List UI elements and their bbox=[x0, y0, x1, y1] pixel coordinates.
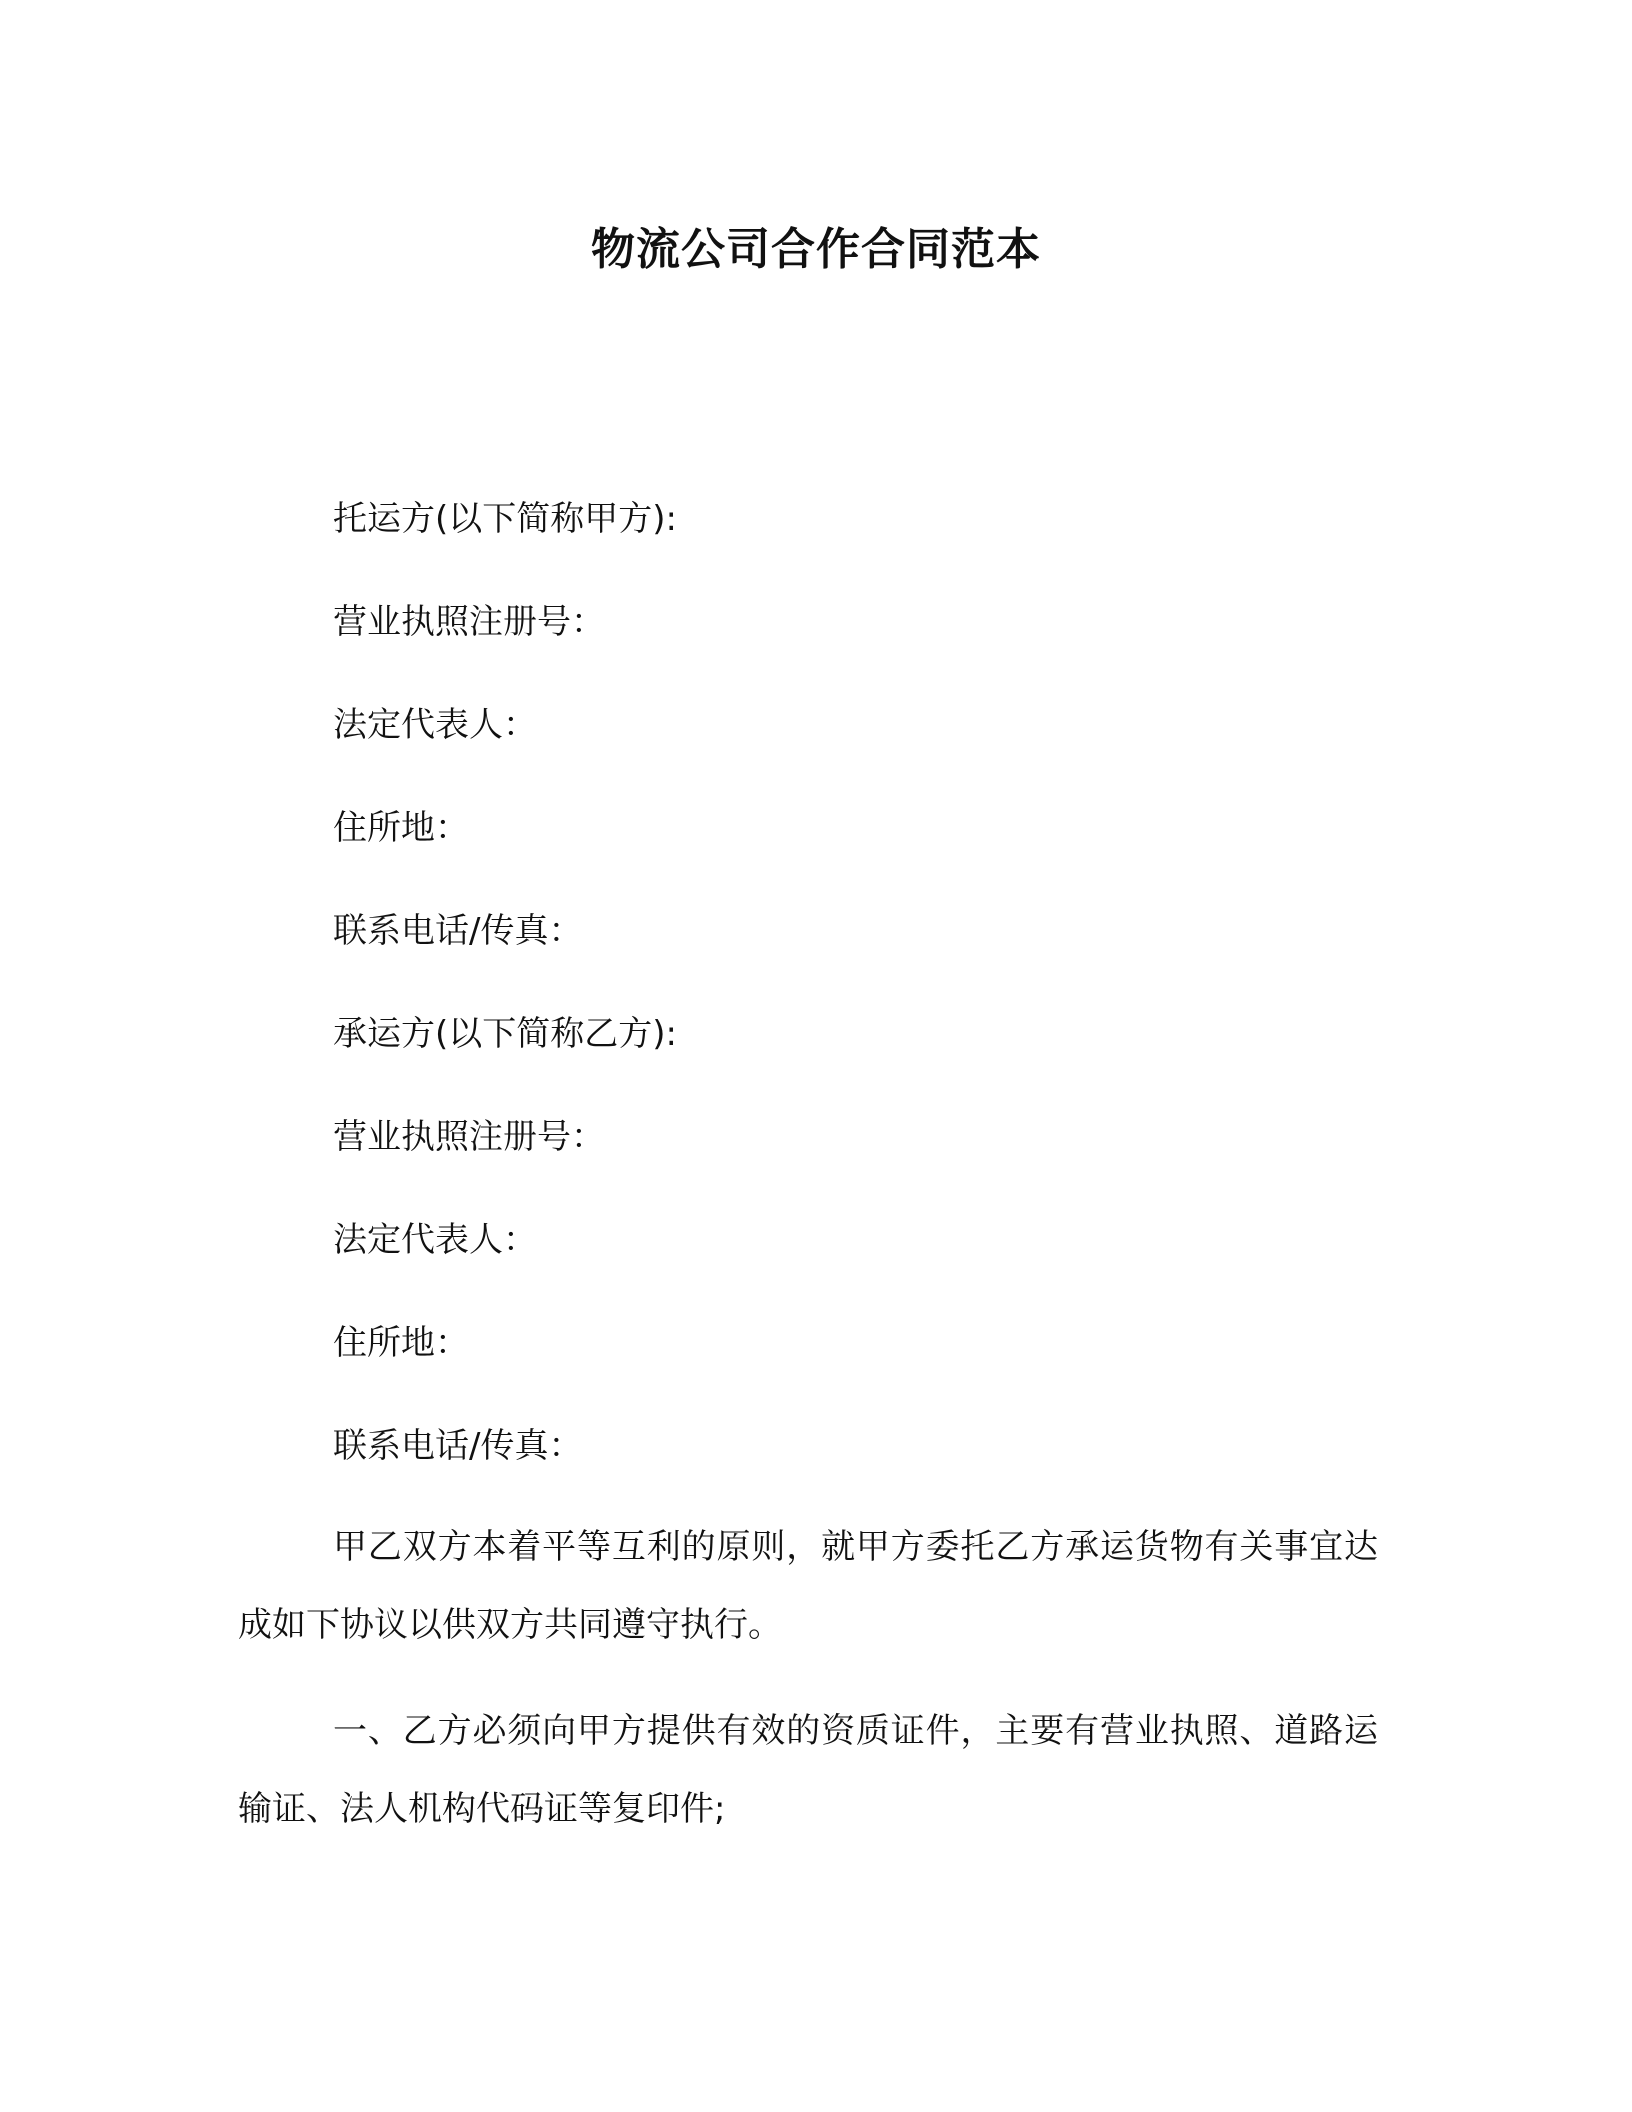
party-a-license-field: 营业执照注册号： bbox=[333, 602, 605, 642]
party-a-label: 托运方(以下简称甲方): bbox=[333, 499, 677, 539]
party-b-contact-field: 联系电话/传真： bbox=[333, 1426, 583, 1466]
clause-1-paragraph: 一、乙方必须向甲方提供有效的资质证件，主要有营业执照、道路运输证、法人机构代码证等复印件; bbox=[238, 1711, 1378, 1829]
party-a-address-field: 住所地： bbox=[333, 808, 469, 848]
party-b-label: 承运方(以下简称乙方): bbox=[333, 1014, 677, 1054]
party-b-address-field: 住所地： bbox=[333, 1323, 469, 1363]
party-a-contact-field: 联系电话/传真： bbox=[333, 911, 583, 951]
document-title: 物流公司合作合同范本 bbox=[591, 224, 1041, 275]
party-a-representative-field: 法定代表人： bbox=[333, 705, 537, 745]
party-b-representative-field: 法定代表人： bbox=[333, 1220, 537, 1260]
intro-paragraph: 甲乙双方本着平等互利的原则，就甲方委托乙方承运货物有关事宜达成如下协议以供双方共同遵守执行。 bbox=[238, 1527, 1378, 1645]
party-b-license-field: 营业执照注册号： bbox=[333, 1117, 605, 1157]
